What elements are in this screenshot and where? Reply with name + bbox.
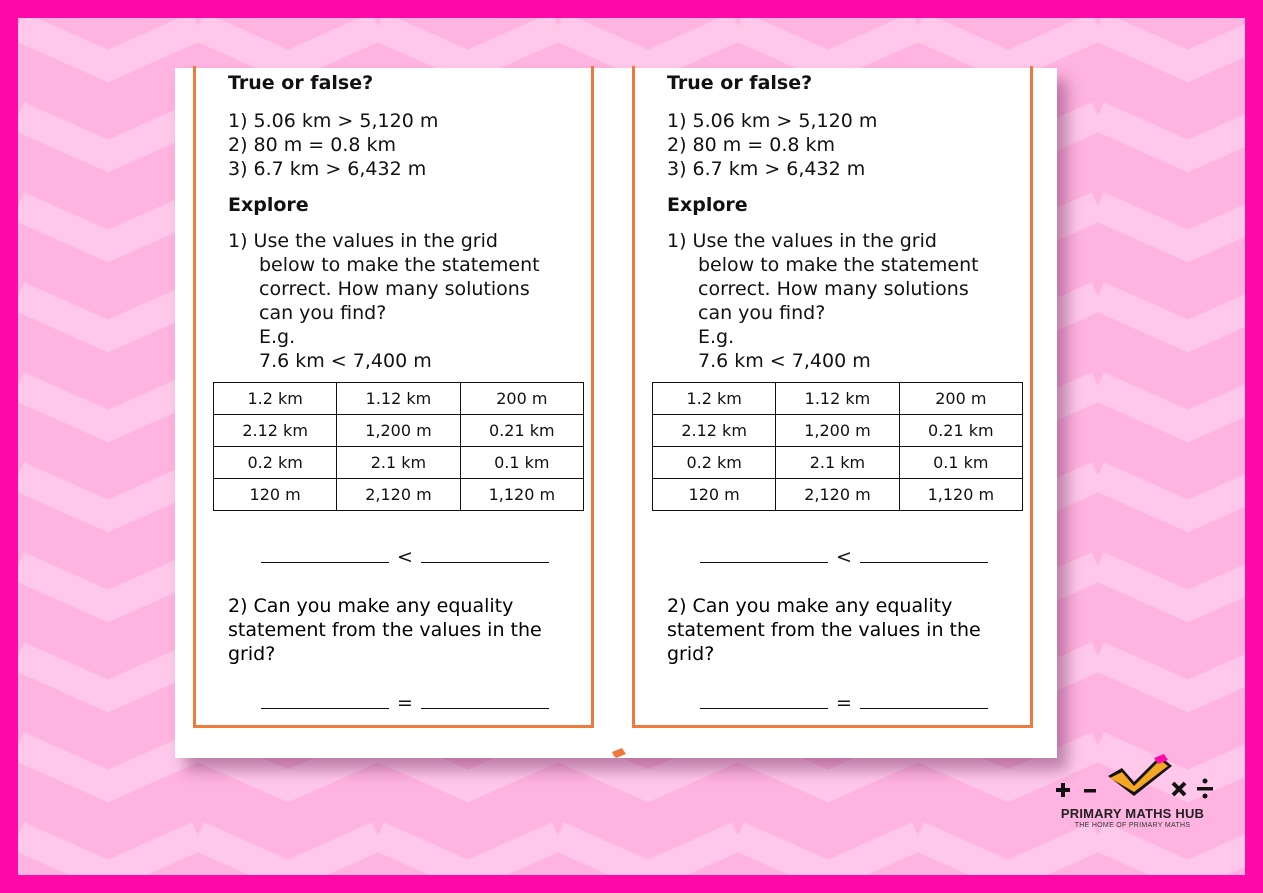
- divide-icon: [1197, 779, 1213, 799]
- grid-row: [653, 479, 1023, 511]
- grid-cell: 2,120 m: [337, 479, 460, 511]
- grid-cell: 1.2 km: [214, 383, 337, 415]
- true-false-list: [228, 109, 588, 181]
- answer-blank[interactable]: [421, 550, 549, 563]
- question-line: 1) Use the values in the grid: [667, 230, 937, 252]
- grid-cell: 0.2 km: [214, 447, 337, 479]
- explore-question-1: [228, 229, 588, 373]
- true-false-item: 3) 6.7 km > 6,432 m: [667, 158, 866, 180]
- primary-maths-hub-logo: [1040, 752, 1225, 832]
- panel-content: [228, 71, 588, 373]
- answer-blank[interactable]: [261, 550, 389, 563]
- comparison-symbol: <: [397, 546, 413, 568]
- explore-heading: Explore: [667, 194, 748, 216]
- question-line: E.g.: [259, 326, 296, 348]
- grid-cell: 200 m: [460, 383, 583, 415]
- question-line: can you find?: [698, 302, 826, 324]
- logo-title: PRIMARY MATHS HUB: [1060, 806, 1205, 821]
- grid-cell: 0.21 km: [460, 415, 583, 447]
- answer-blank[interactable]: [860, 550, 988, 563]
- answer-blank[interactable]: [261, 696, 389, 709]
- true-false-item: 3) 6.7 km > 6,432 m: [228, 158, 427, 180]
- grid-row: [214, 415, 584, 447]
- times-icon: [1173, 783, 1185, 795]
- grid-cell: 0.1 km: [460, 447, 583, 479]
- explore-question-2: 2) Can you make any equality statement from the values in the grid?: [667, 595, 981, 665]
- grid-cell: 1.12 km: [337, 383, 460, 415]
- true-false-list: [667, 109, 1027, 181]
- worksheet-page: [175, 68, 1057, 758]
- comparison-symbol: =: [397, 692, 413, 714]
- grid-row: [214, 447, 584, 479]
- explore-heading: Explore: [228, 194, 309, 216]
- grid-cell: 0.2 km: [653, 447, 776, 479]
- grid-cell: 2.1 km: [337, 447, 460, 479]
- grid-cell: 1,200 m: [337, 415, 460, 447]
- logo-subtitle: THE HOME OF PRIMARY MATHS: [1074, 822, 1191, 829]
- grid-cell: 2.1 km: [776, 447, 899, 479]
- plus-icon: [1056, 783, 1070, 797]
- tick-icon: [1108, 754, 1172, 796]
- values-grid: [213, 382, 584, 511]
- minus-icon: [1084, 789, 1096, 793]
- true-false-item: 1) 5.06 km > 5,120 m: [667, 110, 878, 132]
- answer-blank[interactable]: [421, 696, 549, 709]
- question-line: can you find?: [259, 302, 387, 324]
- answer-line-equals: [261, 692, 549, 714]
- answer-line-less-than: [261, 546, 549, 568]
- true-false-heading: True or false?: [228, 72, 374, 94]
- answer-line-less-than: [700, 546, 988, 568]
- grid-cell: 200 m: [899, 383, 1022, 415]
- grid-cell: 2,120 m: [776, 479, 899, 511]
- true-false-item: 1) 5.06 km > 5,120 m: [228, 110, 439, 132]
- answer-blank[interactable]: [860, 696, 988, 709]
- true-false-item: 2) 80 m = 0.8 km: [667, 134, 836, 156]
- comparison-symbol: =: [836, 692, 852, 714]
- question-line: below to make the statement: [259, 254, 540, 276]
- example-statement: 7.6 km < 7,400 m: [259, 350, 432, 372]
- grid-cell: 120 m: [653, 479, 776, 511]
- explore-question-1: [667, 229, 1027, 373]
- grid-row: [214, 479, 584, 511]
- grid-cell: 120 m: [214, 479, 337, 511]
- grid-cell: 1.12 km: [776, 383, 899, 415]
- question-line: E.g.: [698, 326, 735, 348]
- explore-question-2: 2) Can you make any equality statement from the values in the grid?: [228, 595, 542, 665]
- pencil-icon: [612, 748, 626, 758]
- worksheet-panel-right: [632, 66, 1033, 728]
- worksheet-panel-left: [193, 66, 594, 728]
- grid-cell: 0.21 km: [899, 415, 1022, 447]
- grid-cell: 2.12 km: [214, 415, 337, 447]
- grid-cell: 0.1 km: [899, 447, 1022, 479]
- grid-row: [214, 383, 584, 415]
- comparison-symbol: <: [836, 546, 852, 568]
- grid-cell: 1,120 m: [899, 479, 1022, 511]
- true-false-heading: True or false?: [667, 72, 813, 94]
- question-line: correct. How many solutions: [259, 278, 530, 300]
- answer-blank[interactable]: [700, 550, 828, 563]
- grid-cell: 2.12 km: [653, 415, 776, 447]
- example-statement: 7.6 km < 7,400 m: [698, 350, 871, 372]
- grid-cell: 1.2 km: [653, 383, 776, 415]
- question-line: 1) Use the values in the grid: [228, 230, 498, 252]
- question-line: correct. How many solutions: [698, 278, 969, 300]
- question-line: below to make the statement: [698, 254, 979, 276]
- logo-symbols: [1040, 752, 1225, 804]
- grid-cell: 1,200 m: [776, 415, 899, 447]
- true-false-item: 2) 80 m = 0.8 km: [228, 134, 397, 156]
- answer-blank[interactable]: [700, 696, 828, 709]
- grid-row: [653, 415, 1023, 447]
- values-grid: [652, 382, 1023, 511]
- panel-content: [667, 71, 1027, 373]
- grid-row: [653, 383, 1023, 415]
- grid-row: [653, 447, 1023, 479]
- answer-line-equals: [700, 692, 988, 714]
- grid-cell: 1,120 m: [460, 479, 583, 511]
